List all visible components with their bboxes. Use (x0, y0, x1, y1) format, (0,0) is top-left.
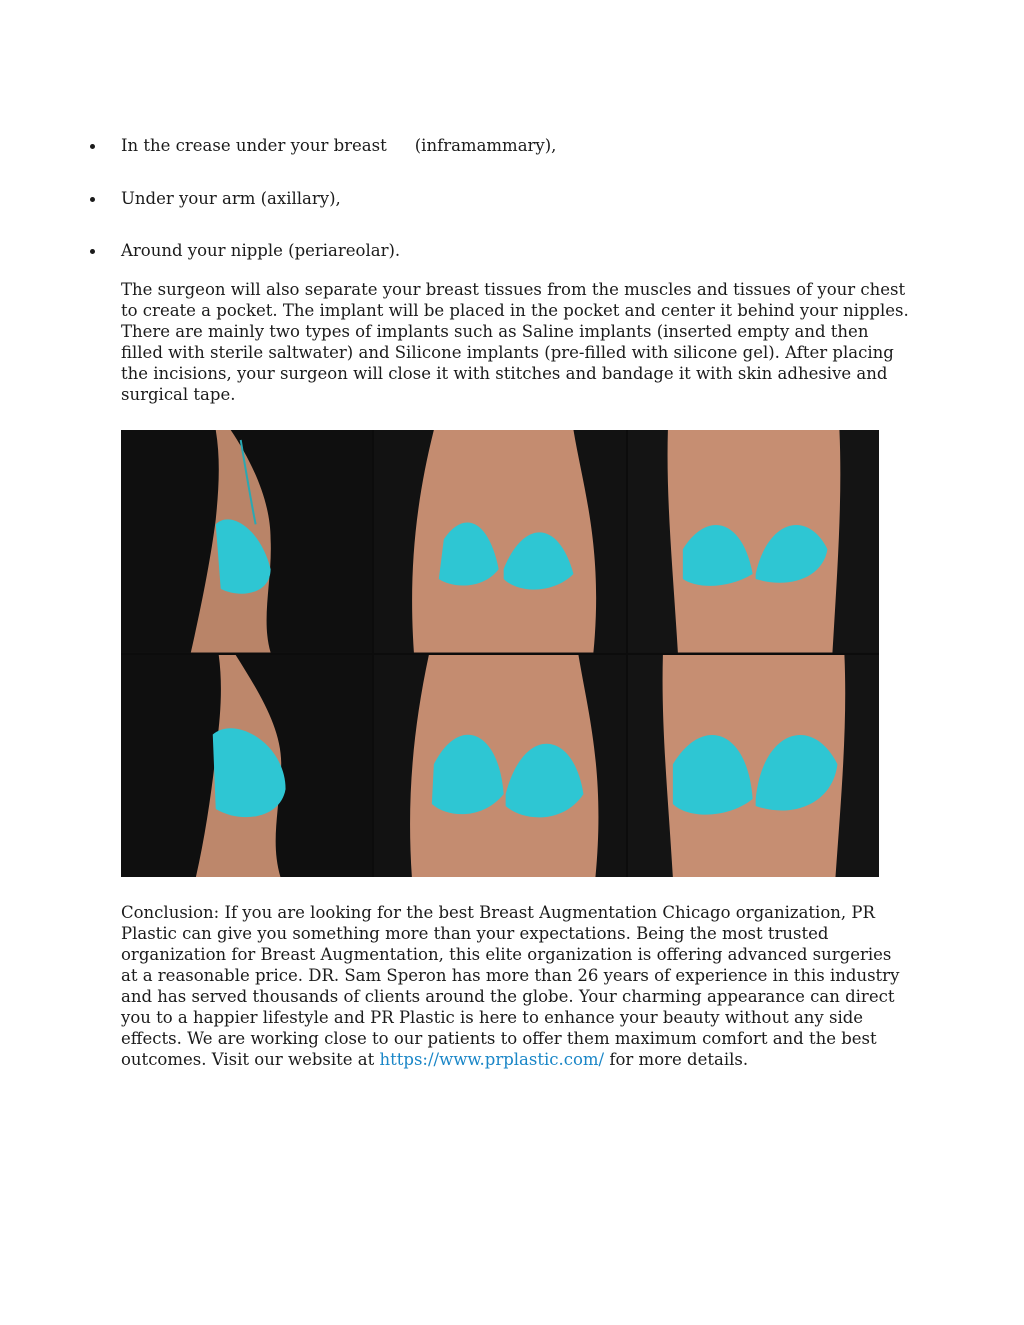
bullet-text-part-a: In the crease under your breast (121, 136, 387, 155)
before-after-photo (121, 430, 879, 877)
bullet-dot-icon (90, 144, 95, 149)
photo-panel-before-side (121, 430, 372, 653)
photo-panel-before-angled (374, 430, 625, 653)
bullet-text: Around your nipple (periareolar). (121, 241, 401, 260)
bullet-text: Under your arm (axillary), (121, 189, 341, 208)
photo-panel-after-side (121, 655, 372, 878)
conclusion-tail: for more details. (604, 1050, 749, 1069)
website-link[interactable]: https://www.prplastic.com/ (379, 1050, 605, 1069)
conclusion-paragraph (121, 902, 911, 1070)
photo-panel-before-front (628, 430, 879, 653)
bullet-text-part-b: (inframammary), (414, 136, 557, 155)
bullet-dot-icon (90, 197, 95, 202)
photo-panel-after-front (628, 655, 879, 878)
procedure-paragraph: The surgeon will also separate your breast tissues from the muscles and tissues of your chest to create a pocket. The implant will be placed in the pocket and center it behind your nipples. There are mainly two types of implants such as Saline implants (inserted empty and then filled with sterile saltwater) and Silicone implants (pre-filled with silicone gel). After placing the incisions, your surgeon will close it with stitches and bandage it with skin adhesive and surgical tape. (121, 280, 909, 404)
conclusion-text: Conclusion: If you are looking for the best Breast Augmentation Chicago organization, PR Plastic can give you something more than your expectations. Being the most trusted organization for Breast Augmentation, this elite organization is offering advanced surgeries at a reasonable price. DR. Sam Speron has more than 26 years of experience in this industry and has served thousands of clients around the globe. Your charming appearance can direct you to a happier lifestyle and PR Plastic is here to enhance your beauty without any side effects. We are working close to our patients to offer them maximum comfort and the best outcomes. Visit our website at (121, 903, 900, 1069)
bullet-dot-icon (90, 249, 95, 254)
photo-panel-after-angled (374, 655, 625, 878)
